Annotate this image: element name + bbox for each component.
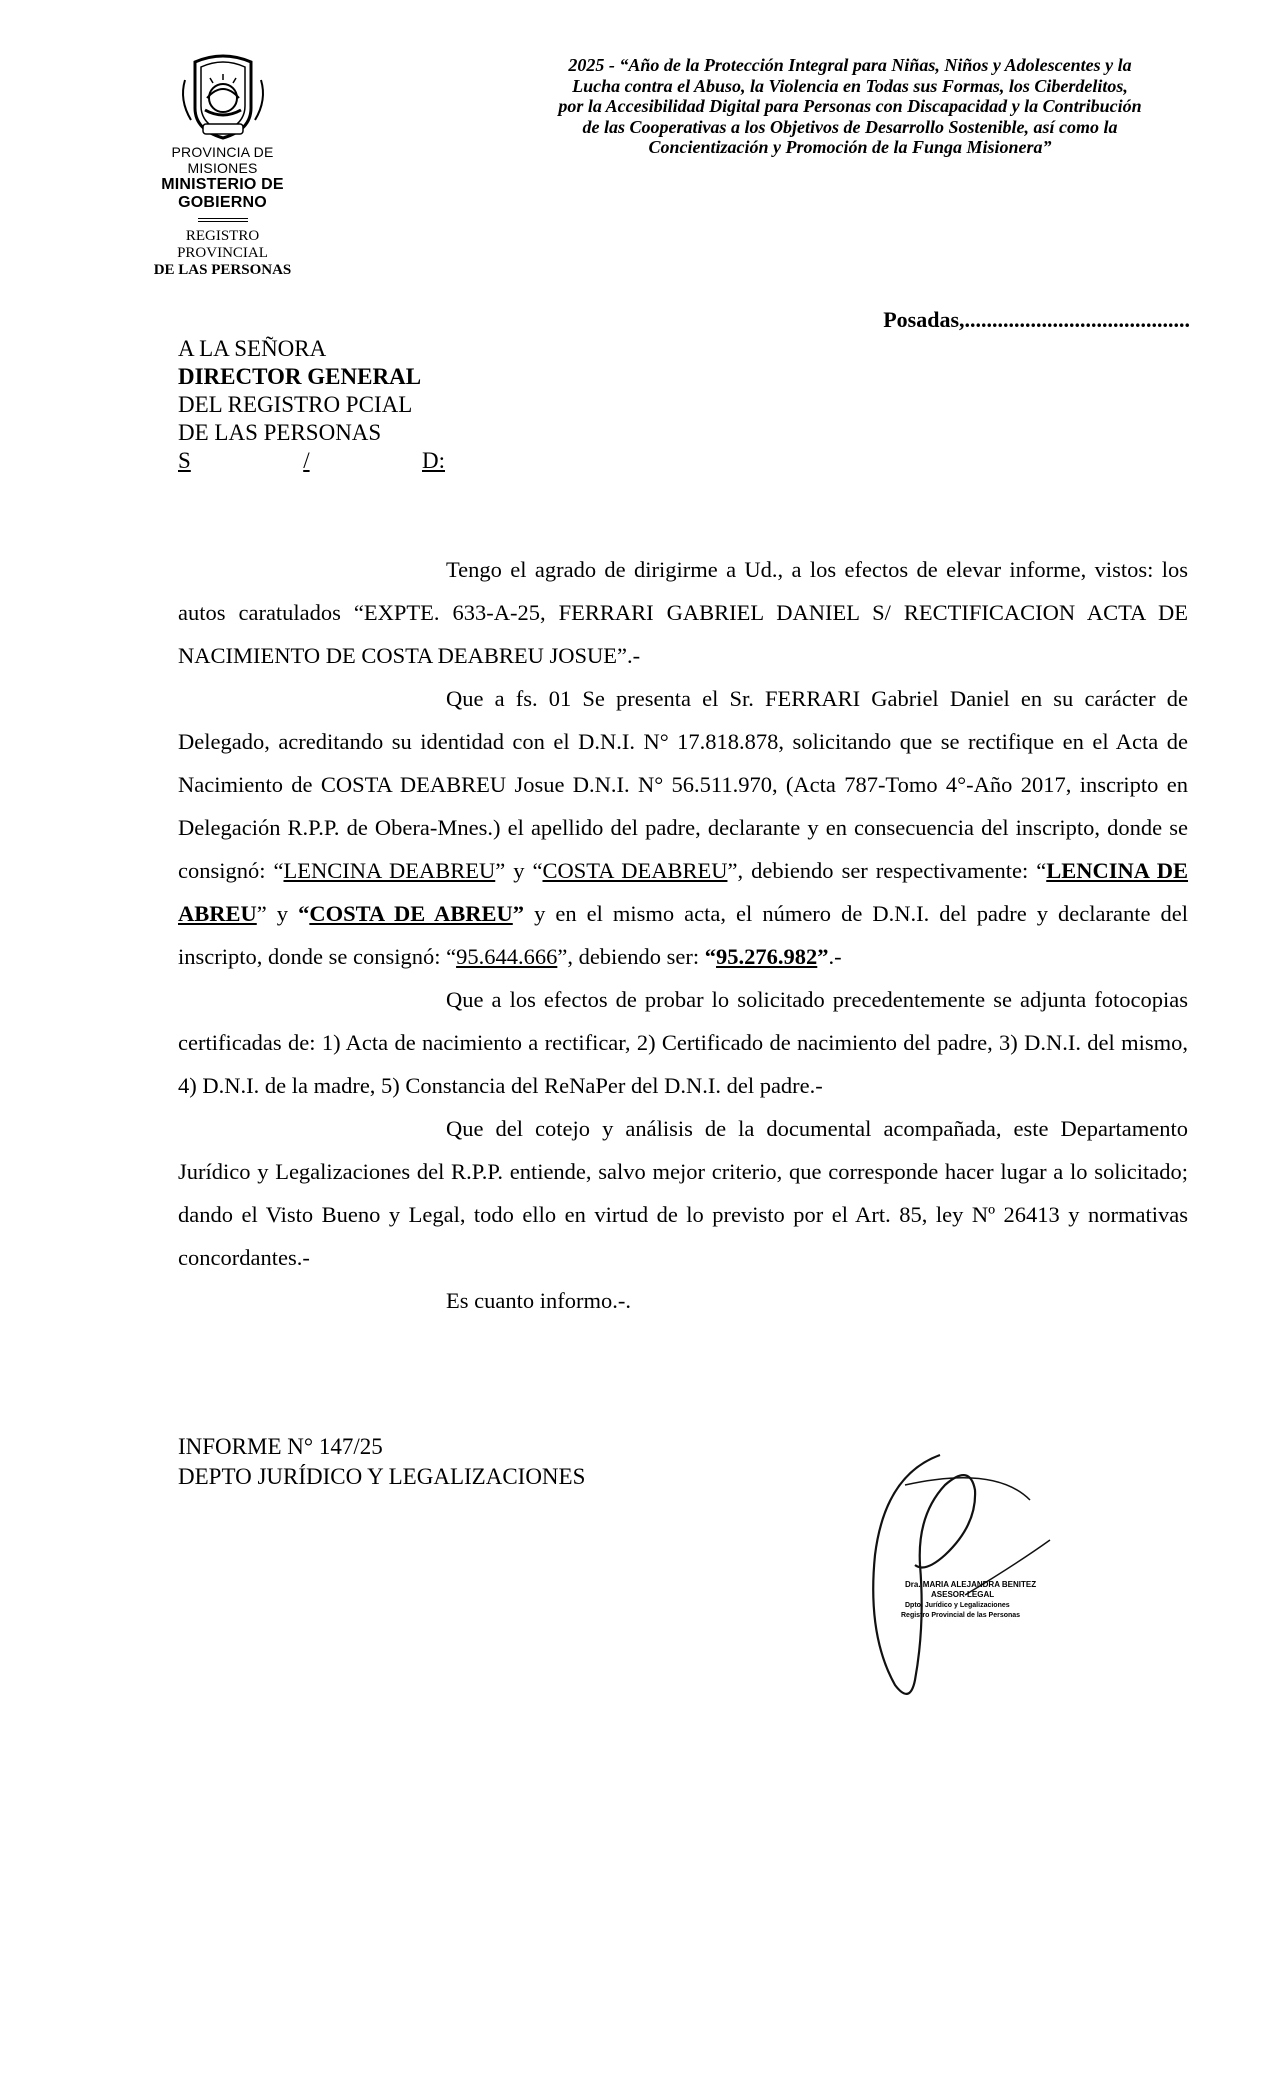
- addressee-title: DIRECTOR GENERAL: [178, 364, 422, 389]
- bold-underlined-text: 95.276.982: [716, 944, 818, 969]
- signature-stamp: [845, 1445, 1065, 1705]
- place-date-line: Posadas,.........................................: [883, 307, 1190, 332]
- sd-slash: /: [303, 448, 310, 473]
- quote: “: [704, 944, 717, 969]
- paragraph-4: Que del cotejo y análisis de la documental acompañada, este Departamento Jurídico y Legalizaciones del R.P.P. entiende, salvo mejor criterio, que corresponde hacer lugar a lo solicitado; dando el Visto Bueno y Legal, todo ello en virtud de lo previsto por el Art. 85, ley Nº 26413 y normativas concordantes.-: [178, 1116, 1188, 1270]
- official-motto: [500, 55, 1200, 158]
- motto-line: por la Accesibilidad Digital para Personas con Discapacidad y la Contribución: [558, 96, 1142, 117]
- svg-text:ASESOR LEGAL: ASESOR LEGAL: [931, 1590, 995, 1599]
- quote: ”: [512, 901, 525, 926]
- paragraph-1: Tengo el agrado de dirigirme a Ud., a los efectos de elevar informe, vistos: los autos caratulados “EXPTE. 633-A-25, FERRARI GABRIEL DANIEL S/ RECTIFICACION ACTA DE NACIMIENTO DE COSTA DEABREU JOSUE”.-: [178, 557, 1188, 668]
- ministry-name: MINISTERIO DE GOBIERNO: [161, 176, 284, 211]
- motto-line: 2025 - “Año de la Protección Integral para Niñas, Niños y Adolescentes y la: [568, 55, 1132, 75]
- text: ”, debiendo ser:: [557, 944, 705, 969]
- motto-line: de las Cooperativas a los Objetivos de Desarrollo Sostenible, así como la: [582, 116, 1118, 137]
- registry-line-2: DE LAS PERSONAS: [153, 262, 292, 278]
- divider: [198, 218, 248, 219]
- sd-s: S: [178, 448, 191, 473]
- motto-line: Lucha contra el Abuso, la Violencia en Todas sus Formas, los Ciberdelitos,: [572, 75, 1128, 96]
- province-name: PROVINCIA DE MISIONES: [171, 144, 274, 176]
- svg-text:Dra. MARIA ALEJANDRA BENITEZ: Dra. MARIA ALEJANDRA BENITEZ: [905, 1580, 1037, 1589]
- bold-underlined-text: LENCINA DE ABREU: [178, 858, 1189, 926]
- text: Que a fs. 01 Se presenta el Sr. FERRARI Gabriel Daniel en su carácter de Delegado, acreditando su identidad con el D.N.I. N° 17.818.878, solicitando que se rectifique en el Acta de Nacimiento de COSTA DEABREU Josue D.N.I. N° 56.511.970, (Acta 787-Tomo 4°-Año 2017, inscripto en Delegación R.P.P. de Obera-Mnes.) el apellido del padre, declarante y en consecuencia del inscripto, donde se consignó: “: [178, 686, 1188, 883]
- motto-line: Concientización y Promoción de la Funga Misionera”: [648, 137, 1052, 158]
- addressee-line: A LA SEÑORA: [178, 336, 327, 361]
- bold-underlined-text: COSTA DE ABREU: [309, 901, 513, 926]
- quote: ”: [817, 944, 829, 969]
- quote: “: [298, 901, 310, 926]
- svg-text:Dpto. Jurídico y Legalizacione: Dpto. Jurídico y Legalizaciones: [905, 1602, 1010, 1609]
- underlined-text: 95.644.666: [456, 944, 558, 969]
- report-footer: [178, 1432, 585, 1492]
- underlined-text: LENCINA DEABREU: [283, 858, 496, 883]
- report-number: INFORME N° 147/25: [178, 1434, 383, 1459]
- addressee-line: DEL REGISTRO PCIAL: [178, 392, 413, 417]
- department-name: DEPTO JURÍDICO Y LEGALIZACIONES: [178, 1464, 586, 1489]
- text: ” y “: [495, 858, 543, 883]
- divider: [198, 221, 248, 222]
- text: .-: [828, 944, 842, 969]
- paragraph-2: [178, 677, 1188, 978]
- report-body: [178, 548, 1188, 1322]
- svg-text:Registro Provincial de las Per: Registro Provincial de las Personas: [901, 1612, 1021, 1619]
- addressee-line: DE LAS PERSONAS: [178, 420, 382, 445]
- handwritten-signature-icon: [845, 1445, 1065, 1705]
- provincial-seal: [140, 50, 305, 142]
- paragraph-5: Es cuanto informo.-.: [446, 1288, 631, 1313]
- text: ”, debiendo ser respectivamente: “: [727, 858, 1047, 883]
- addressee-block: [178, 335, 445, 475]
- su-despacho: [178, 447, 445, 475]
- header-logo-block: [140, 50, 305, 279]
- sd-d: D:: [422, 448, 445, 473]
- paragraph-3: Que a los efectos de probar lo solicitado precedentemente se adjunta fotocopias certificadas de: 1) Acta de nacimiento a rectificar, 2) Certificado de nacimiento del padre, 3) D.N.I. del mismo, 4) D.N.I. de la madre, 5) Constancia del ReNaPer del D.N.I. del padre.-: [178, 987, 1188, 1098]
- text: ” y: [256, 901, 299, 926]
- registry-line-1: REGISTRO PROVINCIAL: [177, 228, 268, 261]
- provincial-seal-icon: [177, 50, 269, 142]
- text: y en el mismo acta, el número de D.N.I. del padre y declarante del inscripto, donde se consignó: “: [178, 901, 1188, 969]
- underlined-text: COSTA DEABREU: [542, 858, 728, 883]
